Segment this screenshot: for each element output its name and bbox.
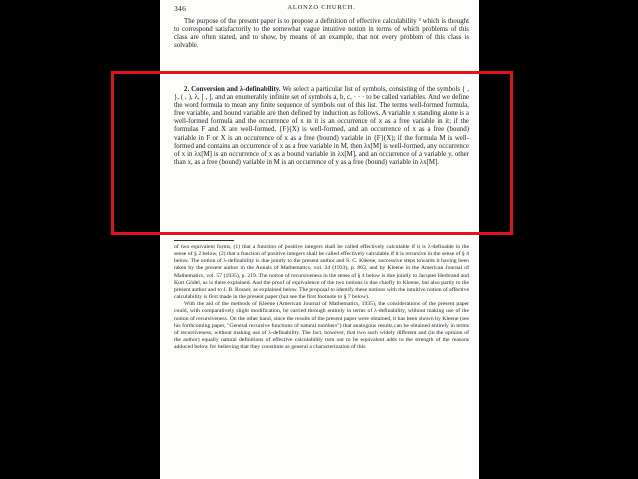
intro-paragraph: The purpose of the present paper is to propose a definition of effective calculability ³ which is thought to correspond satisfactorily to the somewhat vague intuitive notion in terms of which problems of this class are often stated, and to show, by means of an example, that not every problem of this class is solvable. [174,18,469,50]
footnote-block [174,244,469,351]
section-2-heading: 2. Conversion and λ-definability. [184,86,281,93]
page-number: 346 [174,4,187,13]
page-header [174,4,469,14]
running-head: ALONZO CHURCH. [287,4,356,11]
highlight-annotation-box [111,71,513,235]
footnote-divider [174,240,234,241]
section-2-body: We select a particular list of symbols, consisting of the symbols { , }, ( , ), λ, [ , ], and an enumerably infinite set of symbols a, b, c, · · · to be called variables. And we define the word formula to mean any finite sequence of symbols out of this list. The terms well-formed formula, free variable, and bound variable are then defined by induction as follows. A variable x standing alone is a well-formed formula and the occurrence of x in it is an occurrence of x as a free variable in it; if the formulas F and X are well-formed, {F}(X) is well-formed, and an occurrence of x as a free (bound) variable in F or X is an occurrence of x as a free (bound) variable in {F}(X); if the formula M is well-formed and contains an occurrence of x as a free variable in M, then λx[M] is well-formed, any occurrence of x in λx[M] is an occurrence of x as a bound variable in λx[M], and an occurrence of a variable y, other than x, as a free (bound) variable in M is an occurrence of y as a free (bound) variable in λx[M]. [174,86,469,166]
footnote-paragraph: of two equivalent forms, (1) that a function of positive integers shall be called effectively calculable if it is λ-definable in the sense of § 2 below, (2) that a function of positive integers shall be called effectively calculable if it is recursive in the sense of § 4 below. The notion of λ-definability is due jointly to the present author and S. C. Kleene, successive steps towards it having been taken by the present author in the Annals of Mathematics, vol. 34 (1933), p. 863, and by Kleene in the American Journal of Mathematics, vol. 57 (1935), p. 219. The notion of recursiveness in the sense of § 4 below is due jointly to Jacques Herbrand and Kurt Gödel, as is there explained. And the proof of equivalence of the two notions is due chiefly to Kleene, but also partly to the present author and to J. B. Rosser, as explained below. The proposal to identify these notions with the intuitive notion of effective calculability is first made in the present paper (but see the first footnote to § 7 below). [174,244,469,301]
footnote-paragraph: With the aid of the methods of Kleene (American Journal of Mathematics, 1935), the considerations of the present paper could, with comparatively slight modification, be carried through entirely in terms of λ-definability, without making use of the notion of recursiveness. On the other hand, since the results of the present paper were obtained, it has been shown by Kleene (see his forthcoming paper, "General recursive functions of natural numbers") that analogous results can be obtained entirely in terms of recursiveness, without making use of λ-definability. The fact, however, that two such widely different and (in the opinion of the author) equally natural definitions of effective calculability turn out to be equivalent adds to the strength of the reasons adduced below for believing that they constitute as general a characterization of this [174,301,469,351]
